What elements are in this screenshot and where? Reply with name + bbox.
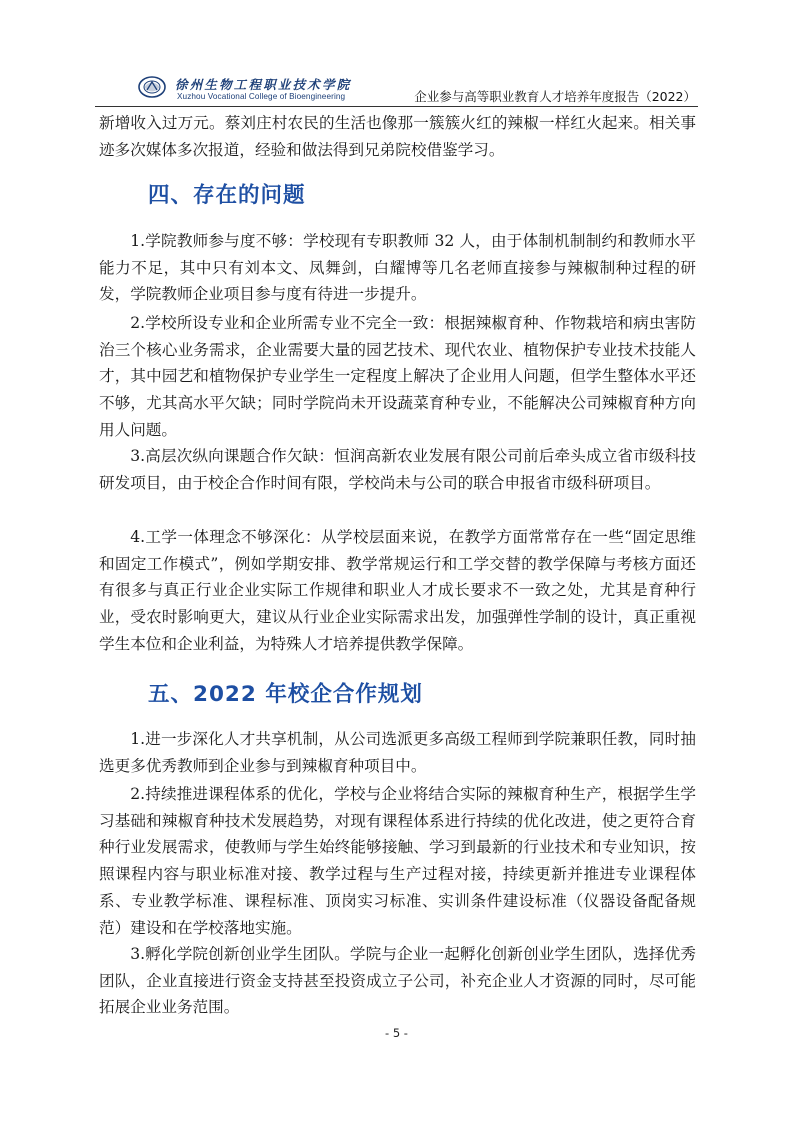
section4-paragraph-2: 2.学校所设专业和企业所需专业不完全一致：根据辣椒育种、作物栽培和病虫害防治三个核心业务需求，企业需要大量的园艺技术、现代农业、植物保护专业技术技能人才，其中园艺和植物保护专业学生一定程度上解决了企业用人问题，但学生整体水平还不够，尤其高水平欠缺；同时学院尚未开设蔬菜育种专业，不能解决公司辣椒育种方向用人问题。	[99, 314, 696, 439]
section5-paragraph-2: 2.持续推进课程体系的优化，学校与企业将结合实际的辣椒育种生产，根据学生学习基础和辣椒育种技术发展趋势，对现有课程体系进行持续的优化改进，使之更符合育种行业发展需求，使教师与学生始终能够接触、学习到最新的行业技术和专业知识，按照课程内容与职业标准对接、教学过程与生产过程对接，持续更新并推进专业课程体系、专业教学标准、课程标准、顶岗实习标准、实训条件建设标准（仪器设备配备规范）建设和在学校落地实施。	[99, 785, 696, 937]
college-name-en: Xuzhou Vocational College of Bioengineering	[177, 92, 346, 101]
page-header	[95, 72, 698, 107]
section4-heading: 四、存在的问题	[148, 183, 306, 208]
intro-paragraph: 新增收入过万元。蔡刘庄村农民的生活也像那一簇簇火红的辣椒一样红火起来。相关事迹多次媒体多次报道，经验和做法得到兄弟院校借鉴学习。	[99, 114, 696, 159]
section4-paragraph-4: 4.工学一体理念不够深化：从学校层面来说，在教学方面常常存在一些“固定思维和固定工作模式”，例如学期安排、教学常规运行和工学交替的教学保障与考核方面还有很多与真正行业企业实际工作规律和职业人才成长要求不一致之处，尤其是育种行业，受农时影响更大，建议从行业企业实际需求出发，加强弹性学制的设计，真正重视学生本位和企业利益，为特殊人才培养提供教学保障。	[99, 528, 696, 653]
report-title: 企业参与高等职业教育人才培养年度报告（2022）	[414, 89, 696, 104]
section5-paragraph-3: 3.孵化学院创新创业学生团队。学院与企业一起孵化创新创业学生团队，选择优秀团队，企业直接进行资金支持甚至投资成立子公司，补充企业人才资源的同时，尽可能拓展企业业务范围。	[99, 945, 696, 1017]
page-number: - 5 -	[385, 1026, 408, 1040]
section5-paragraph-1: 1.进一步深化人才共享机制，从公司选派更多高级工程师到学院兼职任教，同时抽选更多优秀教师到企业参与到辣椒育种项目中。	[99, 730, 696, 775]
college-emblem-icon	[137, 75, 167, 99]
college-name-cn: 徐州生物工程职业技术学院	[175, 77, 352, 92]
section5-heading: 五、2022 年校企合作规划	[148, 682, 423, 707]
section4-paragraph-1: 1.学院教师参与度不够：学校现有专职教师 32 人，由于体制机制制约和教师水平能力不足，其中只有刘本文、凤舞剑，白耀博等几名老师直接参与辣椒制种过程的研发，学院教师企业项目参与度有待进一步提升。	[99, 232, 696, 304]
college-logo	[137, 75, 437, 105]
section4-paragraph-3: 3.高层次纵向课题合作欠缺：恒润高新农业发展有限公司前后牵头成立省市级科技研发项目，由于校企合作时间有限，学校尚未与公司的联合申报省市级科研项目。	[99, 447, 696, 492]
